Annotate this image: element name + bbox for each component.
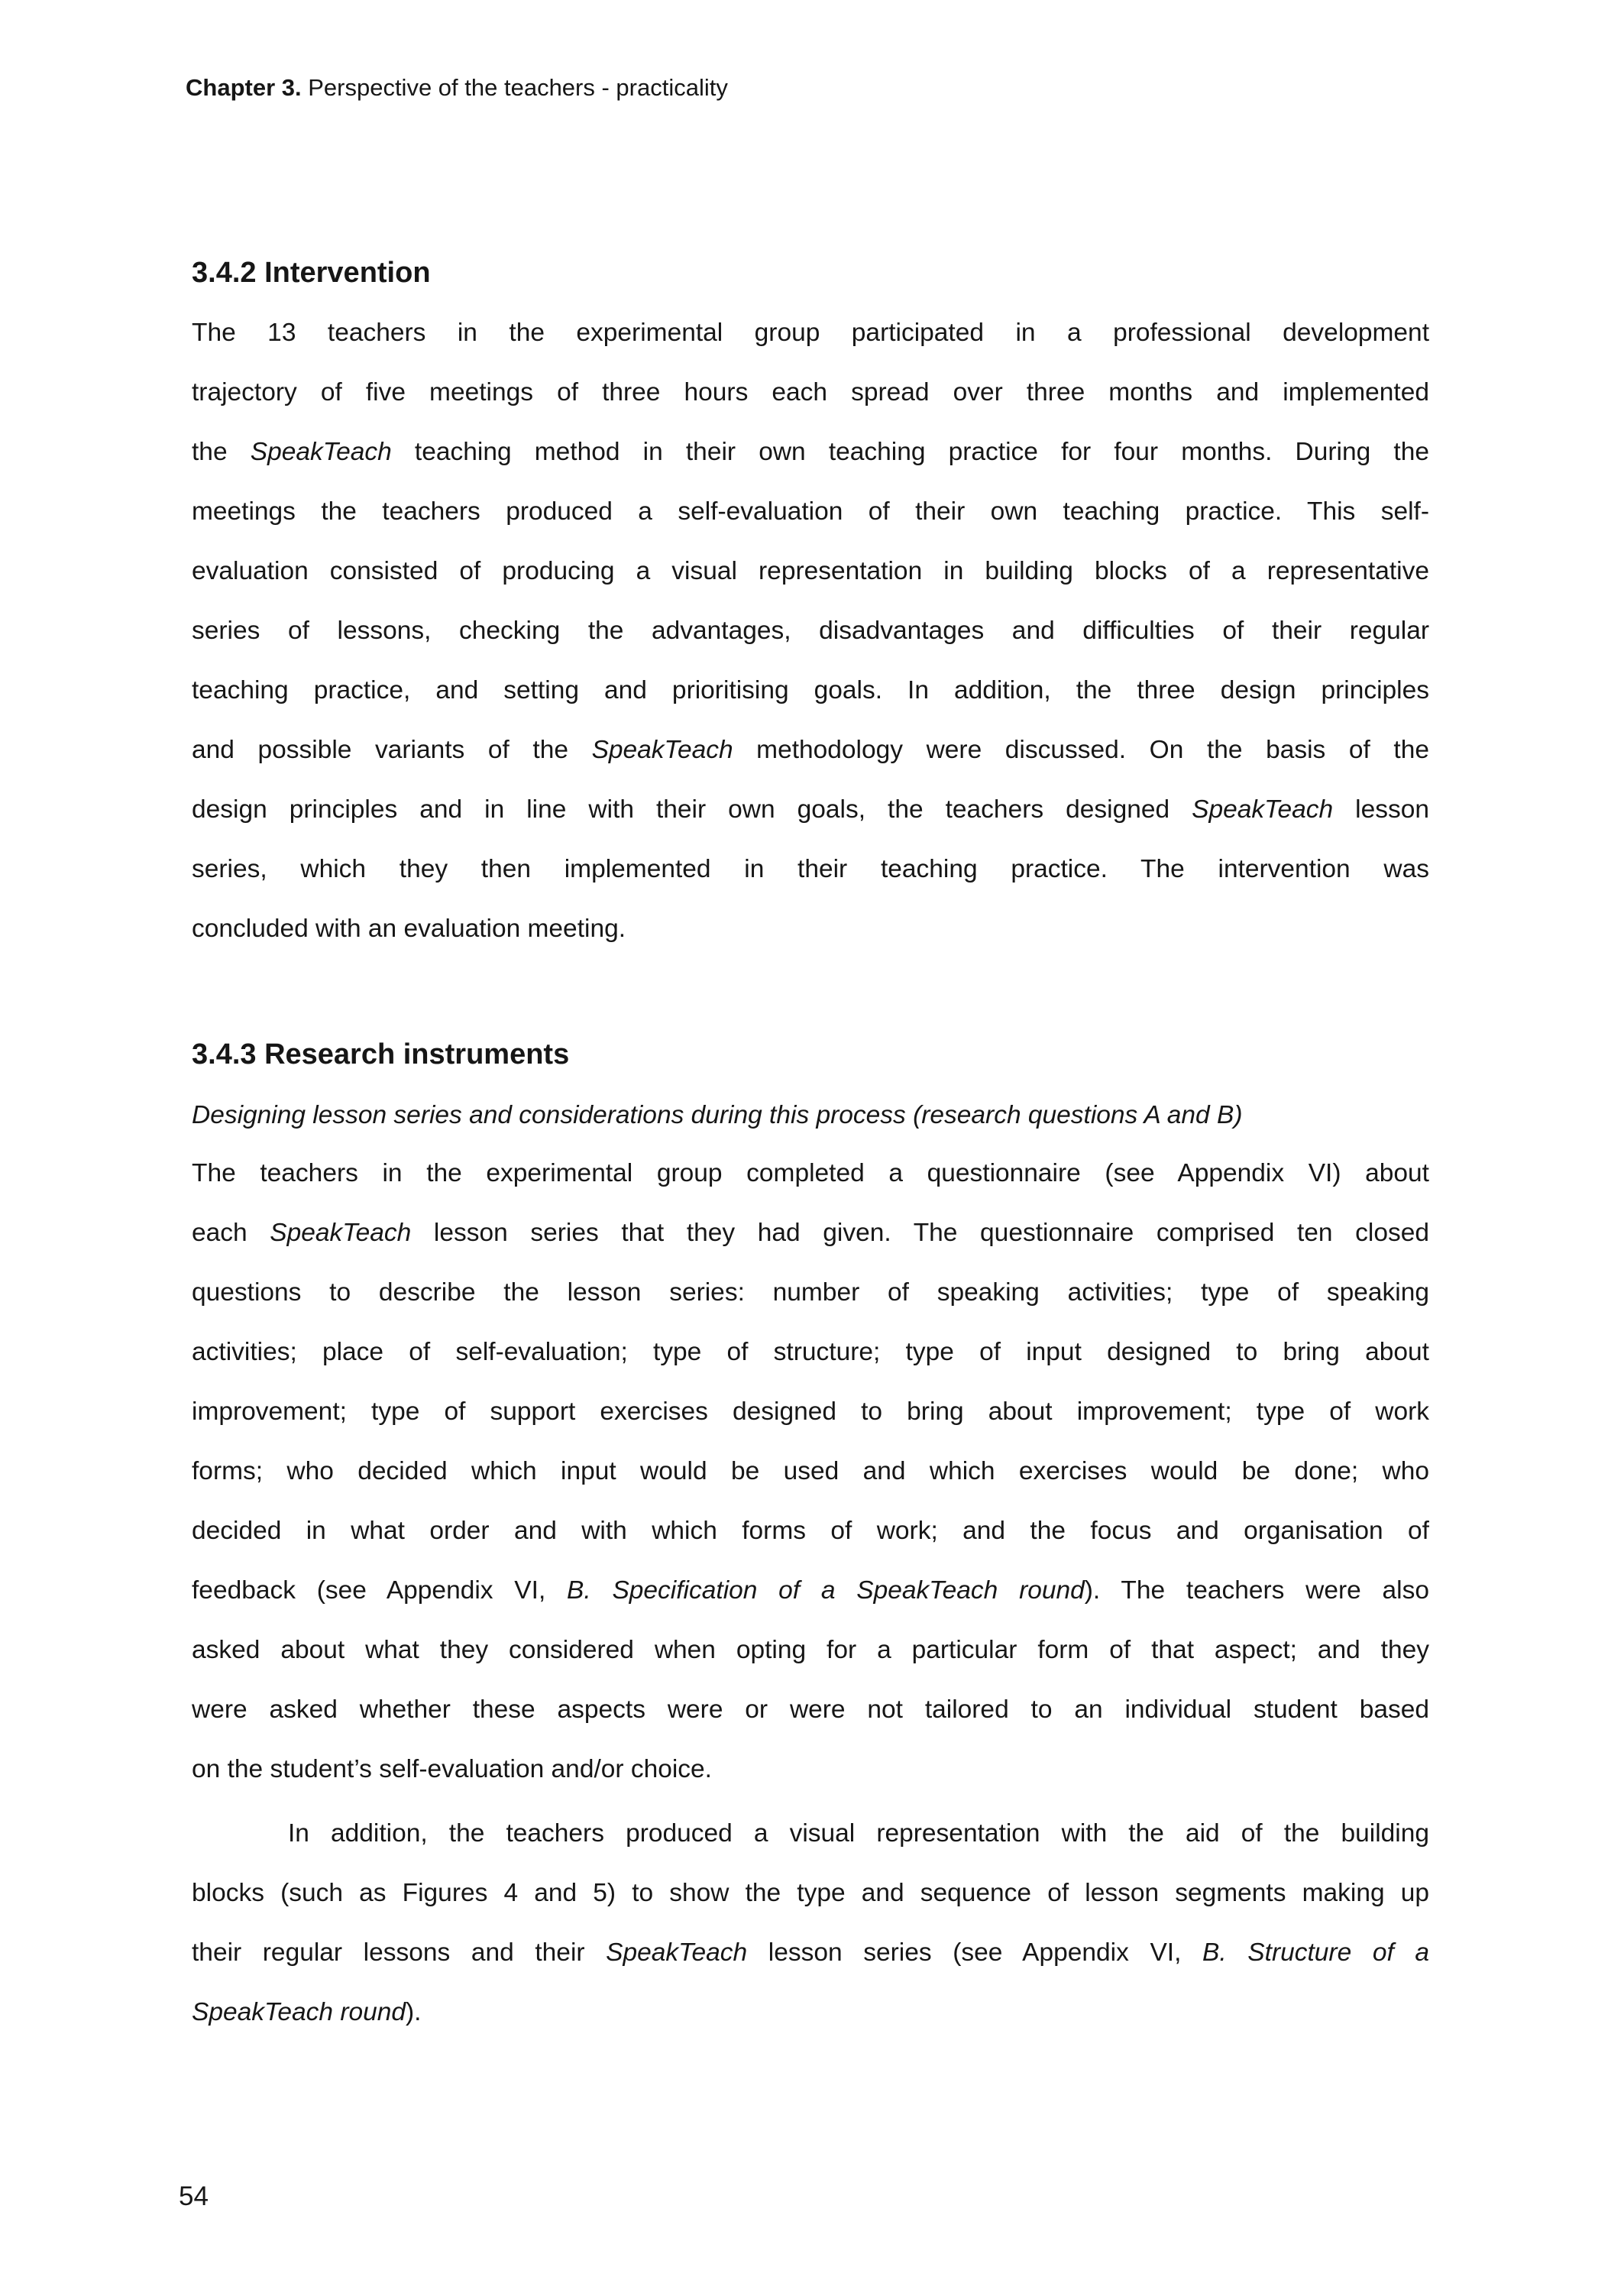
text-line: series, which they then implemented in their teaching practice. The intervention was xyxy=(192,855,1429,883)
text-line: were asked whether these aspects were or were not tailored to an individual student based xyxy=(192,1695,1429,1724)
text-line: evaluation consisted of producing a visual representation in building blocks of a representative xyxy=(192,557,1429,585)
text-line: trajectory of five meetings of three hours each spread over three months and implemented xyxy=(192,378,1429,406)
text-line: In addition, the teachers produced a visual representation with the aid of the building xyxy=(288,1819,1429,1848)
text-line: feedback (see Appendix VI, B. Specification of a SpeakTeach round). The teachers were also xyxy=(192,1576,1429,1605)
text-line: improvement; type of support exercises designed to bring about improvement; type of work xyxy=(192,1397,1429,1426)
running-header-chapter-label: Chapter 3. xyxy=(186,74,302,101)
paragraph-intervention xyxy=(192,303,1429,959)
text-line: decided in what order and with which forms of work; and the focus and organisation of xyxy=(192,1517,1429,1545)
text-line: activities; place of self-evaluation; type of structure; type of input designed to bring about xyxy=(192,1338,1429,1366)
text-line: and possible variants of the SpeakTeach methodology were discussed. On the basis of the xyxy=(192,736,1429,764)
subsection-subtitle: Designing lesson series and considerations during this process (research questions A and B) xyxy=(192,1101,1243,1129)
paragraph-visual-representation xyxy=(192,1804,1429,2042)
text-line: The 13 teachers in the experimental group participated in a professional development xyxy=(192,319,1429,347)
text-line: questions to describe the lesson series: number of speaking activities; type of speaking xyxy=(192,1278,1429,1307)
section-heading-3-4-3: 3.4.3 Research instruments xyxy=(192,1038,570,1070)
text-line: concluded with an evaluation meeting. xyxy=(192,915,626,943)
section-heading-3-4-2: 3.4.2 Intervention xyxy=(192,257,431,289)
page-number: 54 xyxy=(179,2181,209,2211)
running-header-chapter-title: Perspective of the teachers - practicality xyxy=(301,74,728,101)
text-line: each SpeakTeach lesson series that they had given. The questionnaire comprised ten closed xyxy=(192,1219,1429,1247)
text-line: teaching practice, and setting and prioritising goals. In addition, the three design principles xyxy=(192,676,1429,704)
text-line: the SpeakTeach teaching method in their own teaching practice for four months. During the xyxy=(192,438,1429,466)
text-line: design principles and in line with their own goals, the teachers designed SpeakTeach lesson xyxy=(192,795,1429,824)
text-line: their regular lessons and their SpeakTeach lesson series (see Appendix VI, B. Structure of a xyxy=(192,1938,1429,1967)
text-line: blocks (such as Figures 4 and 5) to show the type and sequence of lesson segments making up xyxy=(192,1879,1429,1907)
text-line: meetings the teachers produced a self-evaluation of their own teaching practice. This self- xyxy=(192,497,1429,526)
text-line: The teachers in the experimental group completed a questionnaire (see Appendix VI) about xyxy=(192,1159,1429,1187)
paragraph-questionnaire xyxy=(192,1144,1429,1799)
text-line: forms; who decided which input would be used and which exercises would be done; who xyxy=(192,1457,1429,1485)
text-line: series of lessons, checking the advantages, disadvantages and difficulties of their regular xyxy=(192,617,1429,645)
running-header xyxy=(186,73,728,102)
text-line: on the student’s self-evaluation and/or choice. xyxy=(192,1755,712,1783)
text-line: asked about what they considered when opting for a particular form of that aspect; and they xyxy=(192,1636,1429,1664)
text-line: SpeakTeach round). xyxy=(192,1998,422,2026)
